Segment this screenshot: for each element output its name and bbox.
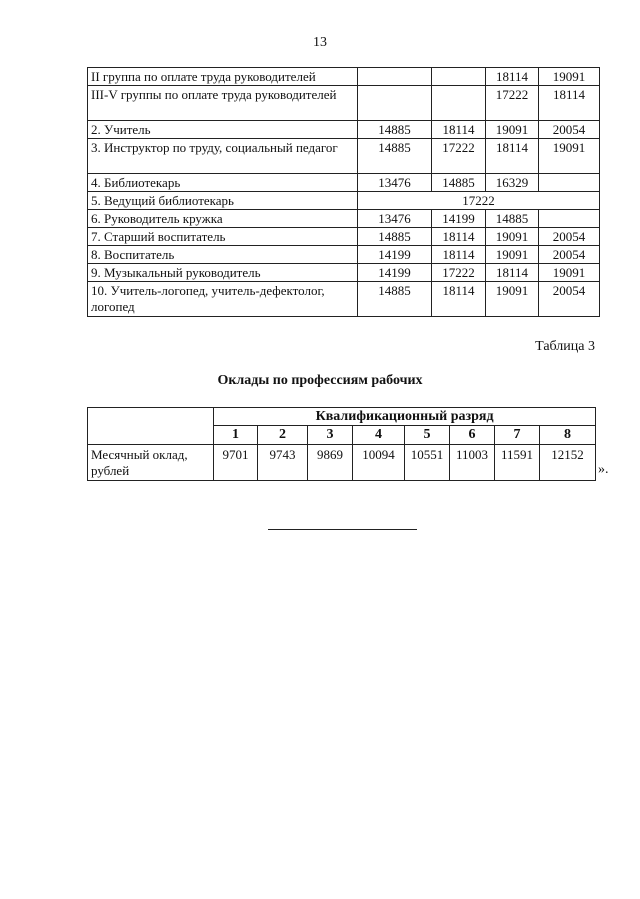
salary-cell: 18114	[432, 121, 486, 139]
salary-cell: 17222	[486, 86, 539, 121]
salary-cell: 19091	[486, 246, 539, 264]
table-row	[88, 264, 600, 282]
position-name-cell: 7. Старший воспитатель	[88, 228, 358, 246]
table-title: Оклады по профессиям рабочих	[217, 373, 423, 388]
salary-cell: 18114	[486, 139, 539, 174]
salary-cell: 18114	[486, 264, 539, 282]
row-label: Месячный оклад, рублей	[88, 445, 214, 481]
rank-number-cell: 5	[405, 426, 450, 445]
table-row	[88, 228, 600, 246]
salary-cell: 17222	[432, 264, 486, 282]
salary-cell: 19091	[539, 264, 600, 282]
salary-cell: 14199	[358, 264, 432, 282]
salary-cell: 18114	[432, 228, 486, 246]
qualification-rank-header: Квалификационный разряд	[214, 408, 596, 426]
position-name-cell: 2. Учитель	[88, 121, 358, 139]
salary-cell: 17222	[432, 139, 486, 174]
salary-cell: 14885	[358, 121, 432, 139]
salary-cell: 13476	[358, 174, 432, 192]
rank-number-cell: 8	[540, 426, 596, 445]
table-row	[88, 139, 600, 174]
table-row	[88, 68, 600, 86]
table-header-row	[88, 408, 596, 426]
page-number: 13	[313, 35, 327, 50]
salary-cell: 14885	[358, 282, 432, 317]
table-row	[88, 210, 600, 228]
position-name-cell: 4. Библиотекарь	[88, 174, 358, 192]
position-name-cell: 5. Ведущий библиотекарь	[88, 192, 358, 210]
salary-cell: 18114	[486, 68, 539, 86]
rank-number-cell: 3	[308, 426, 353, 445]
rank-number-cell: 6	[450, 426, 495, 445]
empty-corner-cell	[88, 408, 214, 445]
position-name-cell: 8. Воспитатель	[88, 246, 358, 264]
rank-number-cell: 2	[258, 426, 308, 445]
position-name-cell: 3. Инструктор по труду, социальный педагог	[88, 139, 358, 174]
position-name-cell: 6. Руководитель кружка	[88, 210, 358, 228]
table-row	[88, 121, 600, 139]
salary-value-cell: 10551	[405, 445, 450, 481]
salary-cell: 19091	[486, 282, 539, 317]
table-row	[88, 246, 600, 264]
salary-cell	[539, 210, 600, 228]
salary-cell: 14885	[432, 174, 486, 192]
salary-cell: 16329	[486, 174, 539, 192]
salary-cell: 18114	[432, 246, 486, 264]
salary-cell: 14885	[486, 210, 539, 228]
salary-value-cell: 10094	[353, 445, 405, 481]
table-row	[88, 282, 600, 317]
table-row	[88, 86, 600, 121]
salary-table-positions	[87, 67, 600, 317]
salary-table-body	[88, 68, 600, 317]
position-name-cell: III-V группы по оплате труда руководителей	[88, 86, 358, 121]
salary-cell-merged: 17222	[358, 192, 600, 210]
salary-cell	[358, 86, 432, 121]
salary-cell: 19091	[486, 121, 539, 139]
rank-number-cell: 7	[495, 426, 540, 445]
salary-cell: 20054	[539, 282, 600, 317]
salary-cell	[539, 174, 600, 192]
rank-number-cell: 4	[353, 426, 405, 445]
salary-cell: 20054	[539, 228, 600, 246]
salary-cell: 14199	[432, 210, 486, 228]
salary-value-cell: 9869	[308, 445, 353, 481]
salary-cell: 13476	[358, 210, 432, 228]
salary-cell: 19091	[486, 228, 539, 246]
salary-cell: 20054	[539, 246, 600, 264]
salary-value-cell: 11591	[495, 445, 540, 481]
salary-cell: 14885	[358, 139, 432, 174]
salary-cell	[432, 86, 486, 121]
salary-value-cell: 9743	[258, 445, 308, 481]
salary-cell: 14885	[358, 228, 432, 246]
rank-number-cell: 1	[214, 426, 258, 445]
salary-cell: 19091	[539, 68, 600, 86]
closing-quote: ».	[598, 462, 609, 477]
workers-salary-table	[87, 407, 596, 481]
salary-cell: 18114	[539, 86, 600, 121]
position-name-cell: 10. Учитель-логопед, учитель-дефектолог, логопед	[88, 282, 358, 317]
position-name-cell: 9. Музыкальный руководитель	[88, 264, 358, 282]
salary-cell: 20054	[539, 121, 600, 139]
table-row	[88, 192, 600, 210]
salary-value-cell: 11003	[450, 445, 495, 481]
monthly-salary-row	[88, 445, 596, 481]
salary-value-cell: 12152	[540, 445, 596, 481]
salary-cell	[358, 68, 432, 86]
salary-cell: 18114	[432, 282, 486, 317]
salary-cell: 14199	[358, 246, 432, 264]
divider-line	[268, 529, 417, 530]
position-name-cell: II группа по оплате труда руководителей	[88, 68, 358, 86]
table-row	[88, 174, 600, 192]
salary-cell: 19091	[539, 139, 600, 174]
salary-value-cell: 9701	[214, 445, 258, 481]
table-caption: Таблица 3	[535, 339, 595, 354]
salary-cell	[432, 68, 486, 86]
